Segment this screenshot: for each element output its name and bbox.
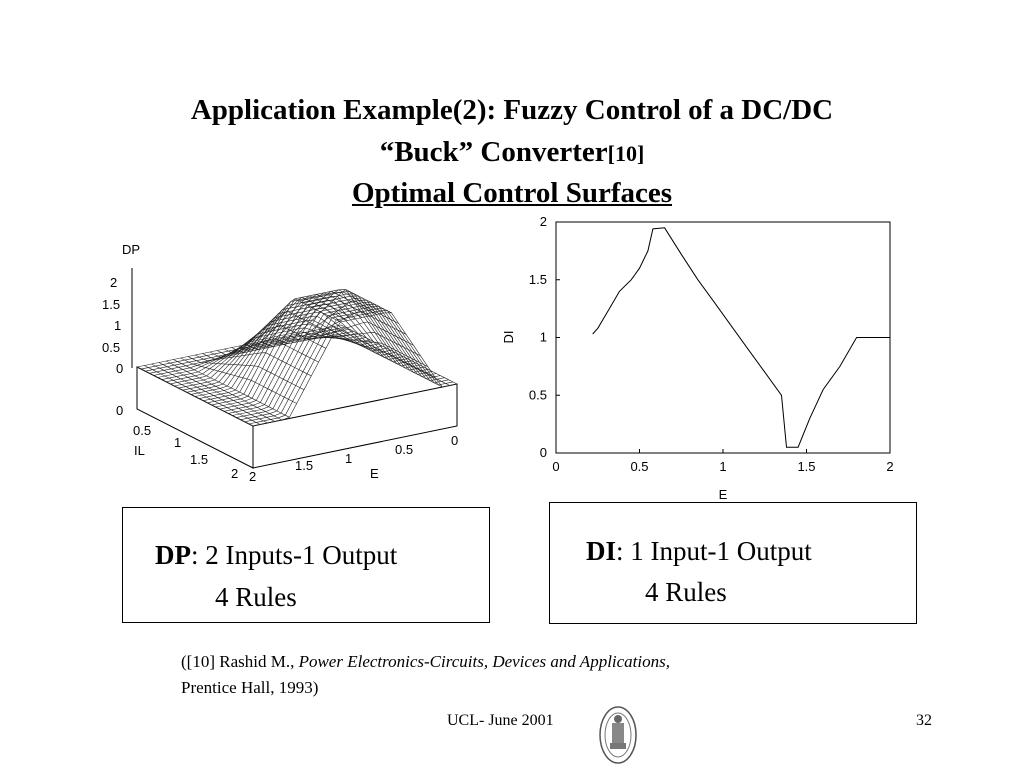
di-x-tick-label: 2 [886, 459, 894, 474]
dp-z-tick: 0 [116, 361, 124, 376]
dp-e-tick: 1.5 [295, 458, 314, 473]
dp-rules: 4 Rules [215, 582, 297, 612]
di-x-tick-label: 1 [719, 459, 727, 474]
di-tick-labels [529, 214, 894, 474]
slide-subtitle: Optimal Control Surfaces [351, 177, 673, 209]
slide-title-line2 [0, 136, 1024, 169]
di-info-box [549, 502, 917, 624]
footer-date: UCL- June 2001 [447, 712, 554, 729]
di-series-line [593, 228, 890, 447]
title-reference: [10] [607, 141, 645, 166]
di-x-tick-label: 0.5 [630, 459, 649, 474]
slide-title-line1: Application Example(2): Fuzzy Control of a DC/DC [190, 94, 834, 126]
dp-e-tick: 0.5 [395, 442, 414, 457]
dp-mesh-line [334, 327, 450, 386]
dp-info-box [122, 507, 490, 623]
di-y-tick-label: 2 [539, 214, 547, 229]
di-y-tick-label: 1 [539, 329, 547, 345]
university-seal-logo [598, 705, 638, 765]
title-line2-text: “Buck” Converter [379, 136, 608, 168]
di-name: DI [586, 536, 617, 566]
dp-mesh-line [341, 325, 457, 384]
dp-z-tick: 0 [116, 403, 124, 418]
dp-name: DP [155, 540, 191, 570]
dp-mesh-line [326, 328, 442, 387]
dp-il-tick: 1 [174, 435, 182, 450]
di-x-tick-label: 0 [552, 459, 560, 474]
dp-z-tick: 0.5 [102, 340, 121, 355]
di-y-tick-label: 0 [539, 445, 547, 460]
di-plot-frame [556, 222, 890, 453]
dp-mesh-line [141, 327, 345, 369]
dp-il-tick: 2 [231, 466, 239, 481]
reference-line1 [181, 652, 670, 672]
dp-e-tick: 2 [249, 469, 257, 484]
dp-mesh-line [154, 333, 358, 375]
dp-mesh-line [137, 325, 341, 367]
di-x-axis-label: E [718, 487, 728, 502]
reference-line2: Prentice Hall, 1993) [181, 678, 319, 697]
dp-desc: : 2 Inputs-1 Output [191, 540, 398, 570]
footer-page-number: 32 [916, 712, 932, 729]
dp-il-axis-label: IL [134, 443, 145, 458]
dp-e-axis-label: E [370, 466, 379, 481]
di-desc: : 1 Input-1 Output [616, 536, 812, 566]
dp-z-tick: 1 [114, 318, 122, 333]
dp-info-line1 [155, 540, 397, 571]
di-y-tick-label: 0.5 [528, 387, 547, 403]
di-line-chart [501, 212, 905, 502]
di-y-tick-label: 1.5 [528, 271, 547, 287]
di-x-tick-label: 1.5 [797, 459, 816, 474]
dp-z-axis-label: DP [122, 242, 141, 257]
di-info-line1 [586, 536, 812, 567]
di-y-axis-label: DI [501, 330, 516, 344]
dp-e-tick: 1 [345, 451, 353, 466]
reference-prefix: ([10] Rashid M., [181, 652, 299, 671]
dp-z-tick: 1.5 [102, 297, 121, 312]
di-rules: 4 Rules [645, 577, 727, 607]
dp-e-tick: 0 [451, 433, 459, 448]
dp-il-tick: 0.5 [133, 423, 152, 438]
dp-surface-plot [100, 228, 470, 488]
dp-z-tick: 2 [110, 275, 118, 290]
dp-mesh-line [145, 329, 349, 371]
dp-mesh-line [195, 353, 311, 376]
dp-mesh-line [199, 296, 403, 398]
di-axis-ticks [556, 222, 890, 453]
reference-book-title: Power Electronics-Circuits, Devices and Applications, [298, 652, 670, 671]
dp-il-tick: 1.5 [190, 452, 209, 467]
